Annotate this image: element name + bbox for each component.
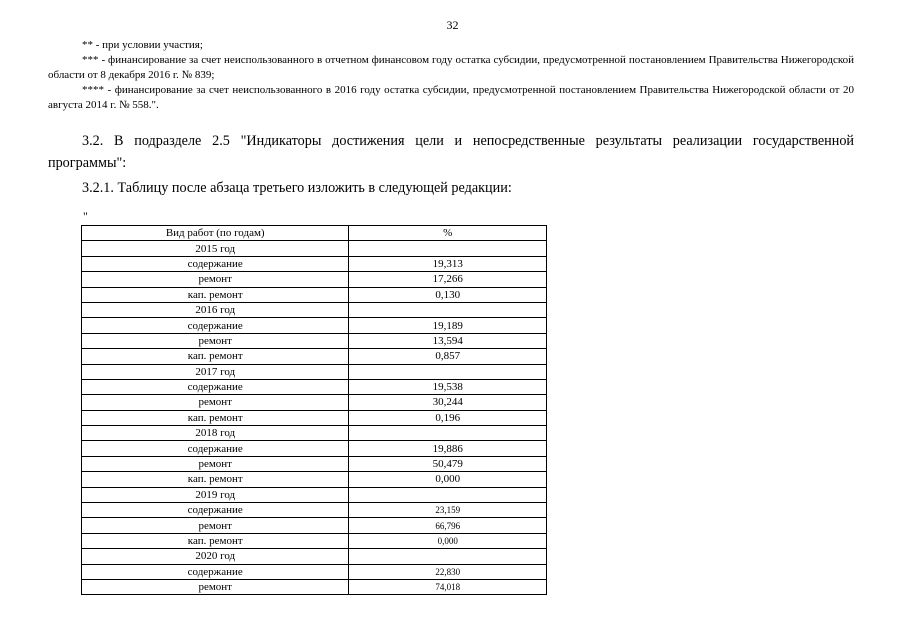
table-row (82, 256, 547, 271)
row-label: ремонт (82, 518, 349, 533)
row-value: 19,886 (349, 441, 547, 456)
row-value: 0,000 (349, 533, 547, 548)
row-value: 19,313 (349, 256, 547, 271)
row-label: ремонт (82, 395, 349, 410)
column-header-percent: % (349, 226, 547, 241)
table-row (82, 533, 547, 548)
table-row (82, 564, 547, 579)
paragraph-3-2-1: 3.2.1. Таблицу после абзаца третьего изложить в следующей редакции: (82, 180, 512, 196)
opening-quote: " (83, 209, 88, 223)
row-value: 50,479 (349, 456, 547, 471)
row-value: 17,266 (349, 272, 547, 287)
row-value (349, 487, 547, 502)
paragraph-3-2: 3.2. В подразделе 2.5 "Индикаторы достижения цели и непосредственные результаты реализации государственной программы": (48, 133, 854, 171)
row-label: кап. ремонт (82, 287, 349, 302)
row-value: 0,196 (349, 410, 547, 425)
row-value: 0,857 (349, 349, 547, 364)
row-value: 13,594 (349, 333, 547, 348)
row-value: 23,159 (349, 503, 547, 518)
row-value (349, 364, 547, 379)
table-row (82, 503, 547, 518)
column-header-work-type: Вид работ (по годам) (82, 226, 349, 241)
row-label: содержание (82, 441, 349, 456)
indicators-table (81, 225, 547, 595)
page-number: 32 (446, 18, 459, 32)
row-label: содержание (82, 256, 349, 271)
body-text (48, 130, 854, 199)
row-label: содержание (82, 379, 349, 394)
row-label: 2017 год (82, 364, 349, 379)
row-label: 2019 год (82, 487, 349, 502)
table-row (82, 364, 547, 379)
row-label: 2020 год (82, 549, 349, 564)
table-row (82, 379, 547, 394)
table-header-row (82, 226, 547, 241)
table-row (82, 318, 547, 333)
table-row (82, 579, 547, 594)
table-row (82, 241, 547, 256)
table-row (82, 287, 547, 302)
table-row (82, 410, 547, 425)
row-value: 0,000 (349, 472, 547, 487)
row-value: 74,018 (349, 579, 547, 594)
row-value: 0,130 (349, 287, 547, 302)
row-label: 2018 год (82, 426, 349, 441)
row-value (349, 302, 547, 317)
table-row (82, 487, 547, 502)
row-label: содержание (82, 564, 349, 579)
row-label: 2015 год (82, 241, 349, 256)
row-label: кап. ремонт (82, 410, 349, 425)
row-value (349, 549, 547, 564)
table-row (82, 302, 547, 317)
table-row (82, 456, 547, 471)
footnote-subsidy-839: *** - финансирование за счет неиспользованного в отчетном финансовом году остатка субсидии, предусмотренной постановлением Правительства Нижегородской области от 8 декабря 2016 г. № 839; (48, 54, 854, 81)
table-row (82, 349, 547, 364)
row-label: ремонт (82, 579, 349, 594)
row-value: 22,830 (349, 564, 547, 579)
table-row (82, 272, 547, 287)
table-row (82, 549, 547, 564)
table-row (82, 333, 547, 348)
row-label: ремонт (82, 272, 349, 287)
row-label: содержание (82, 318, 349, 333)
table-row (82, 395, 547, 410)
table-row (82, 426, 547, 441)
row-value: 30,244 (349, 395, 547, 410)
row-label: содержание (82, 503, 349, 518)
row-label: 2016 год (82, 302, 349, 317)
row-label: ремонт (82, 456, 349, 471)
row-value (349, 241, 547, 256)
table-row (82, 472, 547, 487)
footnote-participation: ** - при условии участия; (82, 39, 203, 51)
table-row (82, 441, 547, 456)
row-label: кап. ремонт (82, 533, 349, 548)
row-label: кап. ремонт (82, 472, 349, 487)
footnote-subsidy-558: **** - финансирование за счет неиспользованного в 2016 году остатка субсидии, предусмотренной постановлением Правительства Нижегородской области от 20 августа 2014 г. № 558.". (48, 84, 854, 111)
table-body (82, 241, 547, 595)
row-value: 66,796 (349, 518, 547, 533)
footnotes (48, 38, 854, 113)
row-value: 19,189 (349, 318, 547, 333)
row-label: ремонт (82, 333, 349, 348)
row-label: кап. ремонт (82, 349, 349, 364)
row-value: 19,538 (349, 379, 547, 394)
table-row (82, 518, 547, 533)
row-value (349, 426, 547, 441)
